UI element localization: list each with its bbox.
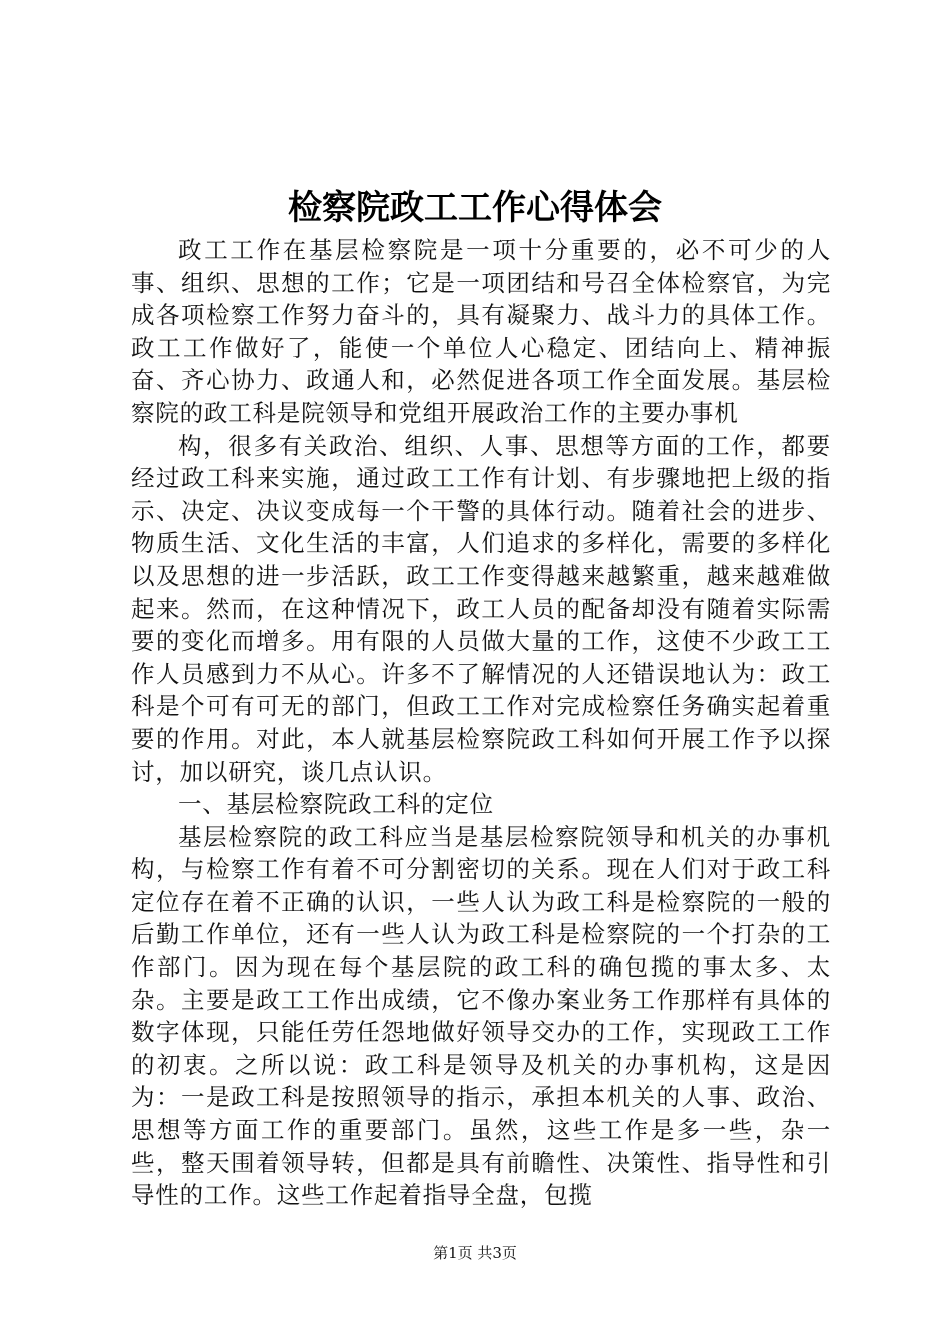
- paragraph-3: 基层检察院的政工科应当是基层检察院领导和机关的办事机构，与检察工作有着不可分割密切的关系。现在人们对于政工科定位存在着不正确的认识，一些人认为政工科是检察院的一般的后勤工作单位，还有一些人认为政工科是检察院的一个打杂的工作部门。因为现在每个基层院的政工科的确包揽的事太多、太杂。主要是政工工作出成绩，它不像办案业务工作那样有具体的数字体现，只能任劳任怨地做好领导交办的工作，实现政工工作的初衷。之所以说：政工科是领导及机关的办事机构，这是因为：一是政工科是按照领导的指示，承担本机关的人事、政治、思想等方面工作的重要部门。虽然，这些工作是多一些，杂一些，整天围着领导转，但都是具有前瞻性、决策性、指导性和引导性的工作。这些工作起着指导全盘，包揽: [131, 822, 831, 1210]
- paragraph-2: 构，很多有关政治、组织、人事、思想等方面的工作，都要经过政工科来实施，通过政工工作有计划、有步骤地把上级的指示、决定、决议变成每一个干警的具体行动。随着社会的进步、物质生活、文化生活的丰富，人们追求的多样化，需要的多样化以及思想的进一步活跃，政工工作变得越来越繁重，越来越难做起来。然而，在这种情况下，政工人员的配备却没有随着实际需要的变化而增多。用有限的人员做大量的工作，这使不少政工工作人员感到力不从心。许多不了解情况的人还错误地认为：政工科是个可有可无的部门，但政工工作对完成检察任务确实起着重要的作用。对此，本人就基层检察院政工科如何开展工作予以探讨，加以研究，谈几点认识。: [131, 431, 831, 786]
- section-heading-1: 一、基层检察院政工科的定位: [178, 790, 494, 819]
- document-title: 检察院政工工作心得体会: [288, 188, 662, 228]
- page-number-footer: 第1页 共3页: [433, 1244, 517, 1262]
- document-body: [131, 234, 831, 1212]
- paragraph-1: 政工工作在基层检察院是一项十分重要的，必不可少的人事、组织、思想的工作；它是一项团结和号召全体检察官，为完成各项检察工作努力奋斗的，具有凝聚力、战斗力的具体工作。政工工作做好了，能使一个单位人心稳定、团结向上、精神振奋、齐心协力、政通人和，必然促进各项工作全面发展。基层检察院的政工科是院领导和党组开展政治工作的主要办事机: [131, 236, 831, 427]
